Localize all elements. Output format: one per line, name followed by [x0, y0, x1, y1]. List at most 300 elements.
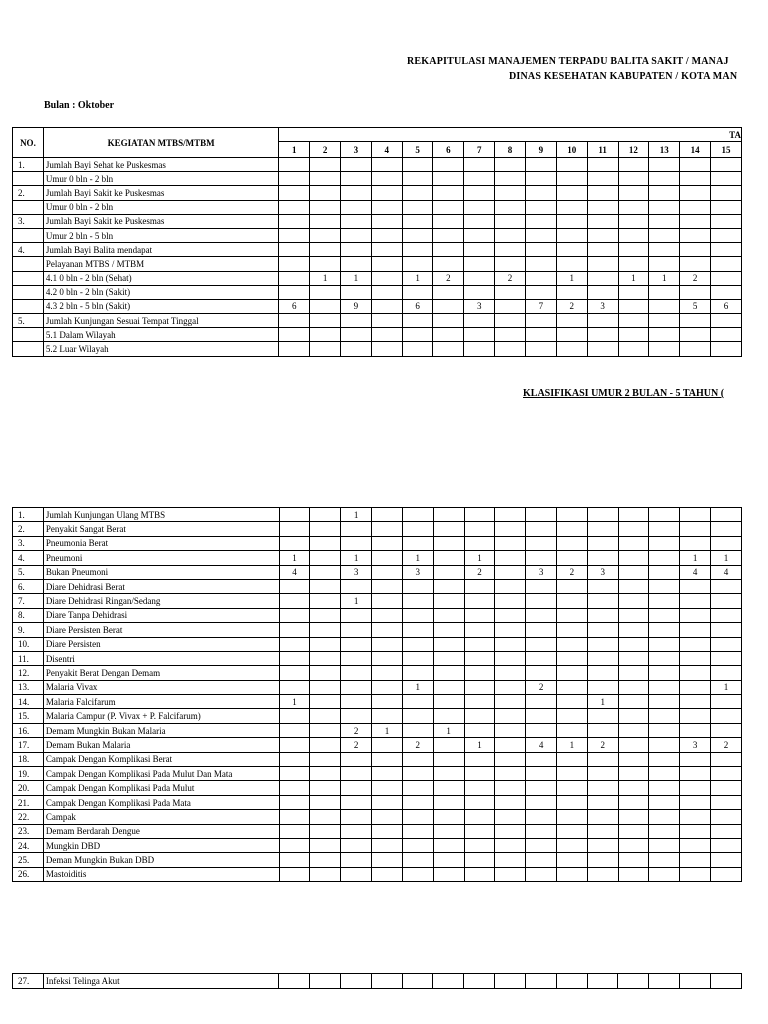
cell-day-13: [649, 680, 680, 694]
day-header-6: 6: [433, 142, 464, 158]
cell-day-11: [587, 795, 618, 809]
cell-day-12: 1: [618, 271, 649, 285]
cell-day-13: [649, 767, 680, 781]
cell-day-2: [310, 522, 341, 536]
cell-day-3: [341, 214, 372, 228]
cell-day-10: [556, 158, 587, 172]
row-label: 5.2 Luar Wilayah: [43, 342, 278, 356]
cell-day-13: [649, 536, 680, 550]
cell-day-7: [464, 328, 495, 342]
cell-day-3: [341, 536, 372, 550]
cell-day-14: [680, 158, 711, 172]
cell-day-13: [649, 314, 680, 328]
cell-day-14: [680, 285, 711, 299]
row-number: [13, 228, 44, 242]
cell-day-4: [371, 257, 402, 271]
cell-day-8: [495, 623, 526, 637]
cell-day-11: [587, 723, 618, 737]
cell-day-4: [371, 974, 402, 989]
cell-day-4: [371, 172, 402, 186]
table-row: [13, 810, 742, 824]
cell-day-3: [341, 608, 372, 622]
cell-day-9: [525, 186, 556, 200]
table-row: [13, 243, 742, 257]
cell-day-3: [341, 257, 372, 271]
cell-day-14: [680, 186, 711, 200]
cell-day-4: [371, 271, 402, 285]
cell-day-9: [526, 767, 557, 781]
cell-day-12: [618, 243, 649, 257]
cell-day-7: [464, 709, 495, 723]
cell-day-4: [371, 200, 402, 214]
cell-day-13: [649, 666, 680, 680]
cell-day-10: [556, 723, 587, 737]
row-label: Umur 0 bln - 2 bln: [43, 200, 278, 214]
cell-day-9: [526, 723, 557, 737]
cell-day-2: 1: [310, 271, 341, 285]
cell-day-5: [402, 522, 433, 536]
cell-day-6: [433, 257, 464, 271]
cell-day-11: [587, 579, 618, 593]
cell-day-7: [464, 838, 495, 852]
cell-day-7: [464, 214, 495, 228]
cell-day-2: [310, 651, 341, 665]
cell-day-7: [464, 651, 495, 665]
cell-day-10: [556, 853, 587, 867]
cell-day-14: 3: [680, 738, 711, 752]
table-row: [13, 579, 742, 593]
row-label: Malaria Falcifarum: [43, 695, 279, 709]
cell-day-15: [711, 810, 742, 824]
table-row: [13, 200, 742, 214]
row-label: Campak: [43, 810, 279, 824]
cell-day-10: [556, 314, 587, 328]
cell-day-12: [618, 974, 649, 989]
cell-day-5: [402, 608, 433, 622]
cell-day-14: [680, 314, 711, 328]
cell-day-4: [372, 767, 403, 781]
cell-day-6: [433, 695, 464, 709]
cell-day-2: [310, 666, 341, 680]
row-number: 12.: [13, 666, 44, 680]
cell-day-7: [464, 853, 495, 867]
cell-day-15: [711, 522, 742, 536]
cell-day-2: [310, 228, 341, 242]
table-row: [13, 314, 742, 328]
cell-day-13: [649, 243, 680, 257]
cell-day-7: [464, 781, 495, 795]
cell-day-8: [495, 594, 526, 608]
cell-day-12: [618, 551, 649, 565]
cell-day-5: [402, 709, 433, 723]
cell-day-8: [495, 200, 526, 214]
cell-day-7: [464, 200, 495, 214]
cell-day-2: [310, 508, 341, 522]
cell-day-13: [649, 752, 680, 766]
cell-day-12: [618, 594, 649, 608]
cell-day-11: [587, 551, 618, 565]
cell-day-10: [556, 709, 587, 723]
cell-day-5: [402, 200, 433, 214]
cell-day-6: [433, 608, 464, 622]
cell-day-15: 2: [711, 738, 742, 752]
cell-day-4: [372, 666, 403, 680]
cell-day-8: [495, 867, 526, 881]
cell-day-4: [372, 680, 403, 694]
cell-day-1: [279, 200, 310, 214]
day-header-1: 1: [279, 142, 310, 158]
cell-day-7: [464, 314, 495, 328]
cell-day-6: [433, 214, 464, 228]
cell-day-9: [525, 271, 556, 285]
cell-day-12: [618, 767, 649, 781]
row-label: Jumlah Bayi Balita mendapat: [43, 243, 278, 257]
cell-day-3: [341, 810, 372, 824]
cell-day-2: [310, 342, 341, 356]
row-number: [13, 172, 44, 186]
cell-day-9: [525, 974, 556, 989]
table-row: [13, 536, 742, 550]
cell-day-14: 1: [680, 551, 711, 565]
cell-day-11: [587, 867, 618, 881]
row-number: 2.: [13, 522, 44, 536]
cell-day-2: [310, 172, 341, 186]
cell-day-4: [372, 795, 403, 809]
cell-day-2: [310, 838, 341, 852]
row-number: 22.: [13, 810, 44, 824]
cell-day-7: 2: [464, 565, 495, 579]
row-number: 1.: [13, 508, 44, 522]
cell-day-15: [711, 285, 742, 299]
cell-day-8: [495, 565, 526, 579]
cell-day-11: [587, 200, 618, 214]
cell-day-6: [433, 838, 464, 852]
row-label: Diare Dehidrasi Ringan/Sedang: [43, 594, 279, 608]
cell-day-15: [711, 328, 742, 342]
cell-day-2: [310, 579, 341, 593]
cell-day-6: [433, 666, 464, 680]
table-row: [13, 271, 742, 285]
cell-day-11: 1: [587, 695, 618, 709]
cell-day-5: [402, 795, 433, 809]
cell-day-9: [526, 853, 557, 867]
cell-day-11: [587, 271, 618, 285]
report-title-line1: REKAPITULASI MANAJEMEN TERPADU BALITA SAKIT / MANAJ: [407, 56, 729, 67]
cell-day-2: [310, 623, 341, 637]
cell-day-6: [433, 551, 464, 565]
cell-day-6: [433, 285, 464, 299]
cell-day-4: [372, 522, 403, 536]
cell-day-3: [341, 579, 372, 593]
cell-day-9: [525, 243, 556, 257]
row-label: 5.1 Dalam Wilayah: [43, 328, 278, 342]
cell-day-7: [464, 594, 495, 608]
cell-day-7: [464, 522, 495, 536]
cell-day-1: [279, 810, 310, 824]
table-row: [13, 508, 742, 522]
cell-day-8: [495, 257, 526, 271]
row-label: Pneumoni: [43, 551, 279, 565]
cell-day-10: [556, 623, 587, 637]
cell-day-3: [341, 781, 372, 795]
cell-day-14: [680, 328, 711, 342]
cell-day-1: [279, 637, 310, 651]
cell-day-9: [525, 257, 556, 271]
cell-day-5: 2: [402, 738, 433, 752]
cell-day-5: [402, 651, 433, 665]
cell-day-9: [526, 637, 557, 651]
row-label: Mastoiditis: [43, 867, 279, 881]
row-label: 4.3 2 bln - 5 bln (Sakit): [43, 299, 278, 313]
cell-day-15: [711, 608, 742, 622]
cell-day-13: [649, 824, 680, 838]
cell-day-6: 2: [433, 271, 464, 285]
cell-day-4: [371, 158, 402, 172]
col-group-header: TA: [279, 128, 742, 142]
cell-day-11: [587, 767, 618, 781]
day-header-15: 15: [711, 142, 742, 158]
row-number: 20.: [13, 781, 44, 795]
cell-day-3: [341, 853, 372, 867]
table-row: [13, 608, 742, 622]
table-row: [13, 795, 742, 809]
cell-day-14: [680, 637, 711, 651]
cell-day-3: [340, 974, 371, 989]
cell-day-12: [618, 709, 649, 723]
cell-day-14: [680, 342, 711, 356]
cell-day-14: [680, 200, 711, 214]
cell-day-5: [402, 695, 433, 709]
cell-day-4: [371, 285, 402, 299]
cell-day-11: [587, 228, 618, 242]
cell-day-13: [649, 565, 680, 579]
cell-day-5: [402, 853, 433, 867]
cell-day-11: [587, 186, 618, 200]
table-row: [13, 565, 742, 579]
cell-day-15: [711, 795, 742, 809]
row-number: [13, 328, 44, 342]
row-number: 13.: [13, 680, 44, 694]
cell-day-6: [433, 536, 464, 550]
cell-day-14: [680, 623, 711, 637]
cell-day-10: 1: [556, 738, 587, 752]
row-label: Demam Berdarah Dengue: [43, 824, 279, 838]
cell-day-10: [556, 608, 587, 622]
table-row: [13, 299, 742, 313]
cell-day-1: [279, 328, 310, 342]
cell-day-14: 5: [680, 299, 711, 313]
cell-day-2: [310, 186, 341, 200]
cell-day-11: 2: [587, 738, 618, 752]
cell-day-7: 1: [464, 551, 495, 565]
cell-day-1: [279, 709, 310, 723]
row-number: 1.: [13, 158, 44, 172]
cell-day-5: 6: [402, 299, 433, 313]
cell-day-6: [433, 508, 464, 522]
cell-day-10: [556, 824, 587, 838]
cell-day-6: [433, 623, 464, 637]
cell-day-13: [649, 623, 680, 637]
cell-day-10: [556, 795, 587, 809]
row-number: 15.: [13, 709, 44, 723]
cell-day-1: [279, 271, 310, 285]
cell-day-1: 1: [279, 551, 310, 565]
row-label: Infeksi Telinga Akut: [43, 974, 278, 989]
cell-day-6: [433, 342, 464, 356]
cell-day-5: [402, 158, 433, 172]
cell-day-11: [587, 680, 618, 694]
cell-day-3: [341, 158, 372, 172]
cell-day-7: [464, 867, 495, 881]
cell-day-11: [587, 158, 618, 172]
cell-day-11: 3: [587, 565, 618, 579]
cell-day-10: [556, 695, 587, 709]
day-header-9: 9: [525, 142, 556, 158]
cell-day-12: [618, 608, 649, 622]
cell-day-15: 1: [711, 680, 742, 694]
day-header-4: 4: [371, 142, 402, 158]
table-row: [13, 781, 742, 795]
cell-day-4: [371, 243, 402, 257]
cell-day-2: [310, 608, 341, 622]
cell-day-15: [711, 536, 742, 550]
cell-day-5: [402, 623, 433, 637]
cell-day-9: [525, 172, 556, 186]
cell-day-10: [556, 508, 587, 522]
cell-day-8: [495, 536, 526, 550]
cell-day-7: [464, 342, 495, 356]
cell-day-11: [587, 752, 618, 766]
cell-day-13: [649, 637, 680, 651]
cell-day-14: [680, 608, 711, 622]
cell-day-7: [464, 752, 495, 766]
table-row: [13, 824, 742, 838]
row-number: 23.: [13, 824, 44, 838]
row-label: Demam Bukan Malaria: [43, 738, 279, 752]
cell-day-8: [495, 680, 526, 694]
cell-day-6: [433, 781, 464, 795]
cell-day-15: [711, 579, 742, 593]
row-number: 26.: [13, 867, 44, 881]
cell-day-10: [556, 838, 587, 852]
cell-day-10: 1: [556, 271, 587, 285]
cell-day-4: [372, 594, 403, 608]
row-number: 3.: [13, 214, 44, 228]
cell-day-9: [526, 594, 557, 608]
month-label: Bulan : Oktober: [44, 100, 115, 111]
cell-day-6: [433, 228, 464, 242]
cell-day-8: [495, 522, 526, 536]
cell-day-13: [649, 257, 680, 271]
cell-day-9: [525, 228, 556, 242]
cell-day-7: [464, 172, 495, 186]
cell-day-7: [464, 608, 495, 622]
cell-day-5: [402, 314, 433, 328]
cell-day-15: [711, 838, 742, 852]
cell-day-6: [433, 243, 464, 257]
cell-day-12: [618, 579, 649, 593]
cell-day-14: [680, 594, 711, 608]
cell-day-10: [556, 637, 587, 651]
cell-day-4: [372, 695, 403, 709]
cell-day-1: [279, 666, 310, 680]
cell-day-9: [525, 342, 556, 356]
cell-day-1: [279, 522, 310, 536]
cell-day-3: 1: [341, 508, 372, 522]
cell-day-14: [680, 752, 711, 766]
cell-day-7: [464, 579, 495, 593]
cell-day-3: [341, 752, 372, 766]
row-label: Umur 2 bln - 5 bln: [43, 228, 278, 242]
cell-day-5: [402, 186, 433, 200]
cell-day-5: 1: [402, 551, 433, 565]
cell-day-9: [525, 200, 556, 214]
cell-day-14: [680, 651, 711, 665]
row-label: Malaria Campur (P. Vivax + P. Falcifarum): [43, 709, 279, 723]
cell-day-15: [711, 651, 742, 665]
row-label: Penyakit Berat Dengan Demam: [43, 666, 279, 680]
row-label: Demam Mungkin Bukan Malaria: [43, 723, 279, 737]
cell-day-1: [279, 974, 310, 989]
report-title-line2: DINAS KESEHATAN KABUPATEN / KOTA MAN: [509, 71, 738, 82]
cell-day-10: [556, 200, 587, 214]
cell-day-12: [618, 342, 649, 356]
cell-day-9: [525, 158, 556, 172]
cell-day-3: [341, 795, 372, 809]
cell-day-12: [618, 810, 649, 824]
cell-day-5: [402, 579, 433, 593]
row-label: Campak Dengan Komplikasi Pada Mulut Dan Mata: [43, 767, 279, 781]
cell-day-9: 4: [526, 738, 557, 752]
cell-day-12: [618, 623, 649, 637]
cell-day-6: [433, 565, 464, 579]
cell-day-2: [310, 723, 341, 737]
cell-day-11: [587, 594, 618, 608]
table-row: [13, 214, 742, 228]
cell-day-11: [587, 666, 618, 680]
cell-day-14: [680, 795, 711, 809]
cell-day-13: [649, 781, 680, 795]
cell-day-12: [618, 867, 649, 881]
cell-day-3: [341, 680, 372, 694]
cell-day-4: [372, 551, 403, 565]
cell-day-12: [618, 680, 649, 694]
cell-day-4: [372, 579, 403, 593]
row-number: 2.: [13, 186, 44, 200]
cell-day-13: [649, 810, 680, 824]
cell-day-9: [526, 551, 557, 565]
cell-day-13: [649, 738, 680, 752]
cell-day-8: [495, 974, 526, 989]
cell-day-15: [711, 172, 742, 186]
row-label: 4.2 0 bln - 2 bln (Sakit): [43, 285, 278, 299]
cell-day-12: [618, 738, 649, 752]
cell-day-13: [649, 200, 680, 214]
cell-day-15: [711, 214, 742, 228]
row-number: [13, 200, 44, 214]
cell-day-2: [310, 243, 341, 257]
cell-day-1: [279, 723, 310, 737]
cell-day-5: [402, 767, 433, 781]
cell-day-9: [525, 285, 556, 299]
cell-day-11: [587, 243, 618, 257]
cell-day-4: [372, 651, 403, 665]
cell-day-3: [341, 342, 372, 356]
cell-day-4: [372, 810, 403, 824]
cell-day-10: [556, 243, 587, 257]
cell-day-5: [402, 228, 433, 242]
cell-day-8: [495, 752, 526, 766]
